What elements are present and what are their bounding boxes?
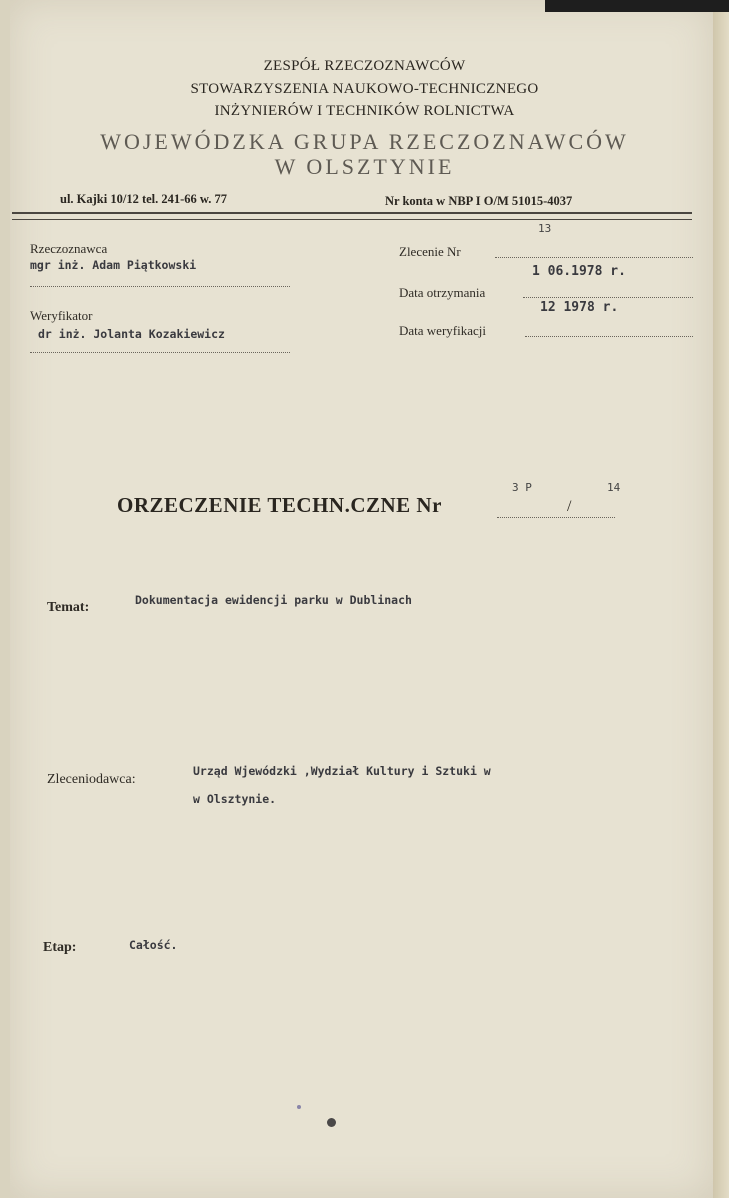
stage-label: Etap: xyxy=(43,940,77,955)
topic-value: Dokumentacja ewidencji parku w Dublinach xyxy=(135,593,412,607)
header-rule-thin xyxy=(12,219,692,220)
order-label: Zlecenie Nr xyxy=(399,244,461,259)
verifier-value: dr inż. Jolanta Kozakiewicz xyxy=(38,327,225,341)
received-date-value: 1 06.1978 r. xyxy=(532,264,626,279)
ink-speck xyxy=(297,1105,301,1109)
verification-date-value: 12 1978 r. xyxy=(540,300,619,315)
address: ul. Kajki 10/12 tel. 241-66 w. 77 xyxy=(60,192,228,206)
received-underline xyxy=(523,297,693,298)
header-line3: INŻYNIERÓW I TECHNIKÓW ROLNICTWA xyxy=(214,103,515,119)
verifier-underline xyxy=(30,352,290,353)
title-number-part2: 14 xyxy=(607,481,621,494)
title-number-underline xyxy=(497,517,615,518)
header-line1: ZESPÓŁ RZECZOZNAWCÓW xyxy=(263,58,466,74)
topic-label: Temat: xyxy=(47,600,90,615)
title-number-separator: / xyxy=(567,498,572,515)
title-number-part1: 3 P xyxy=(512,481,532,494)
verification-underline xyxy=(525,336,693,337)
client-value-line1: Urząd Wjewódzki ,Wydział Kultury i Sztuki w xyxy=(193,764,491,778)
verification-label: Data weryfikacji xyxy=(399,323,486,338)
verifier-label: Weryfikator xyxy=(30,308,93,323)
stamp-line2: W OLSZTYNIE xyxy=(274,154,455,179)
client-value-line2: w Olsztynie. xyxy=(193,792,277,806)
document-title: ORZECZENIE TECHN.CZNE Nr xyxy=(117,493,442,517)
expert-value: mgr inż. Adam Piątkowski xyxy=(30,258,197,272)
expert-underline xyxy=(30,286,290,287)
expert-label: Rzeczoznawca xyxy=(30,241,108,256)
stamp-line1: WOJEWÓDZKA GRUPA RZECZOZNAWCÓW xyxy=(100,129,629,154)
received-label: Data otrzymania xyxy=(399,285,486,300)
order-underline xyxy=(495,257,693,258)
punch-hole xyxy=(327,1118,336,1127)
order-number-value: 13 xyxy=(538,222,552,235)
client-label: Zleceniodawca: xyxy=(47,772,136,787)
scan-corner xyxy=(545,0,729,12)
stage-value: Całość. xyxy=(129,938,178,952)
header-rule xyxy=(12,212,692,214)
header-line2: STOWARZYSZENIA NAUKOWO-TECHNICZNEGO xyxy=(190,81,539,97)
bank-account: Nr konta w NBP I O/M 51015-4037 xyxy=(385,194,573,208)
